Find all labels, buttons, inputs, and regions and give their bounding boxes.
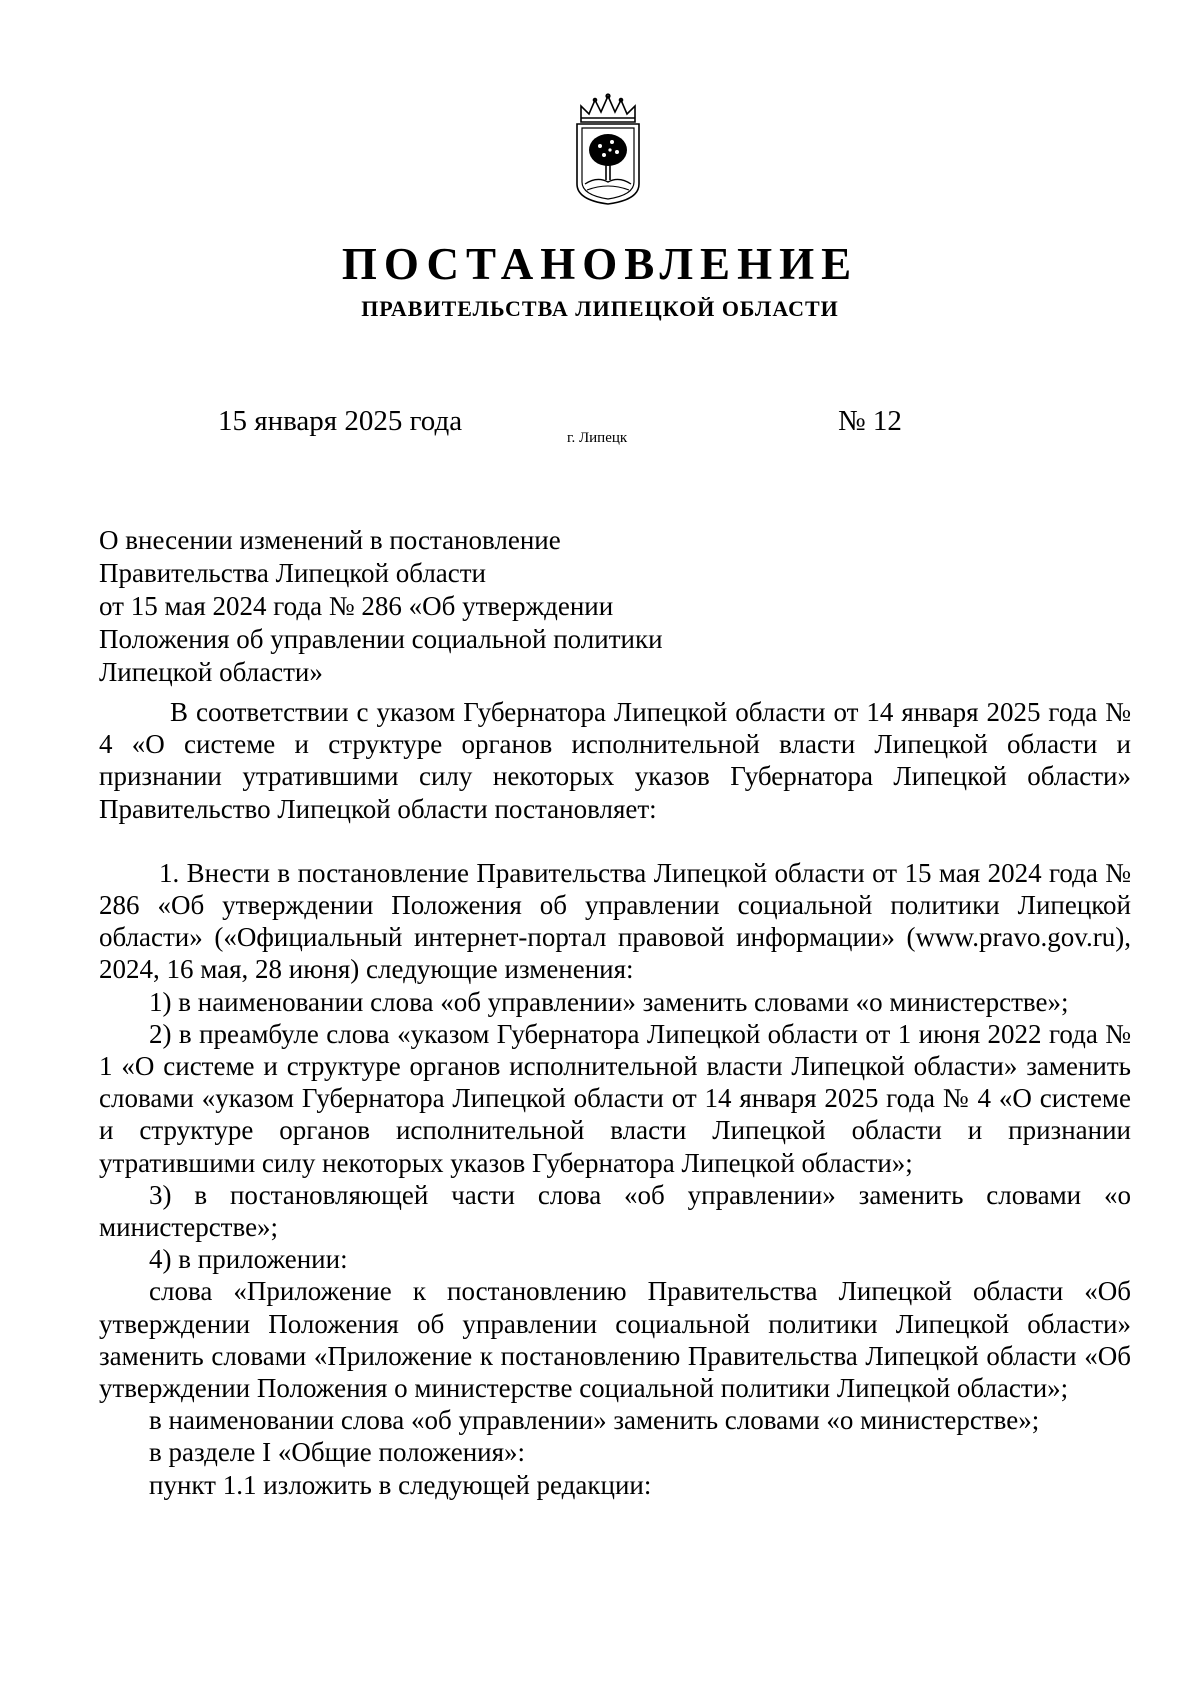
subitem-4c-paragraph: в разделе I «Общие положения»: (149, 1437, 526, 1468)
coat-of-arms-icon (567, 92, 649, 208)
issuing-authority: ПРАВИТЕЛЬСТВА ЛИПЕЦКОЙ ОБЛАСТИ (361, 296, 839, 321)
heading-line: от 15 мая 2024 года № 286 «Об утверждении (99, 591, 614, 621)
heading-line: О внесении изменений в постановление (99, 525, 561, 555)
document-number: № 12 (838, 405, 902, 437)
subitem-4d-paragraph: пункт 1.1 изложить в следующей редакции: (149, 1469, 652, 1500)
document-body (99, 696, 1131, 1501)
document-city: г. Липецк (567, 430, 628, 446)
subitem-3-paragraph: 3) в постановляющей части слова «об управлении» заменить словами «о министерстве»; (99, 1179, 1131, 1243)
heading-line: Липецкой области» (99, 657, 323, 687)
subitem-2-paragraph: 2) в преамбуле слова «указом Губернатора Липецкой области от 1 июня 2022 года № 1 «О системе и структуре органов исполнительной власти Липецкой области» заменить словами «указом Губернатора Липецкой области от 14 января 2025 года № 4 «О системе и структуре органов исполнительной власти Липецкой области и признании утратившими силу некоторых указов Губернатора Липецкой области»; (99, 1018, 1131, 1178)
document-date: 15 января 2025 года (218, 405, 463, 437)
subitem-1-paragraph: 1) в наименовании слова «об управлении» заменить словами «о министерстве»; (149, 986, 1069, 1017)
subitem-4b-paragraph: в наименовании слова «об управлении» заменить словами «о министерстве»; (149, 1405, 1040, 1436)
item-1-paragraph: 1. Внести в постановление Правительства Липецкой области от 15 мая 2024 года № 286 «Об утверждении Положения об управлении социальной политики Липецкой области» («Официальный интернет-портал правовой информации» (www.pravo.gov.ru), 2024, 16 мая, 28 июня) следующие изменения: (99, 857, 1131, 985)
heading-line: Положения об управлении социальной политики (99, 624, 663, 654)
subitem-4a-paragraph: слова «Приложение к постановлению Правительства Липецкой области «Об утверждении Положения об управлении социальной политики Липецкой области» заменить словами «Приложение к постановлению Правительства Липецкой области «Об утверждении Положения о министерстве социальной политики Липецкой области»; (99, 1276, 1131, 1404)
heading-line: Правительства Липецкой области (99, 558, 487, 588)
preamble-paragraph: В соответствии с указом Губернатора Липецкой области от 14 января 2025 года № 4 «О системе и структуре органов исполнительной власти Липецкой области и признании утратившими силу некоторых указов Губернатора Липецкой области» Правительство Липецкой области постановляет: (99, 697, 1131, 824)
document-title: ПОСТАНОВЛЕНИЕ (341, 239, 859, 289)
document-heading (99, 524, 663, 689)
subitem-4-paragraph: 4) в приложении: (149, 1244, 348, 1275)
